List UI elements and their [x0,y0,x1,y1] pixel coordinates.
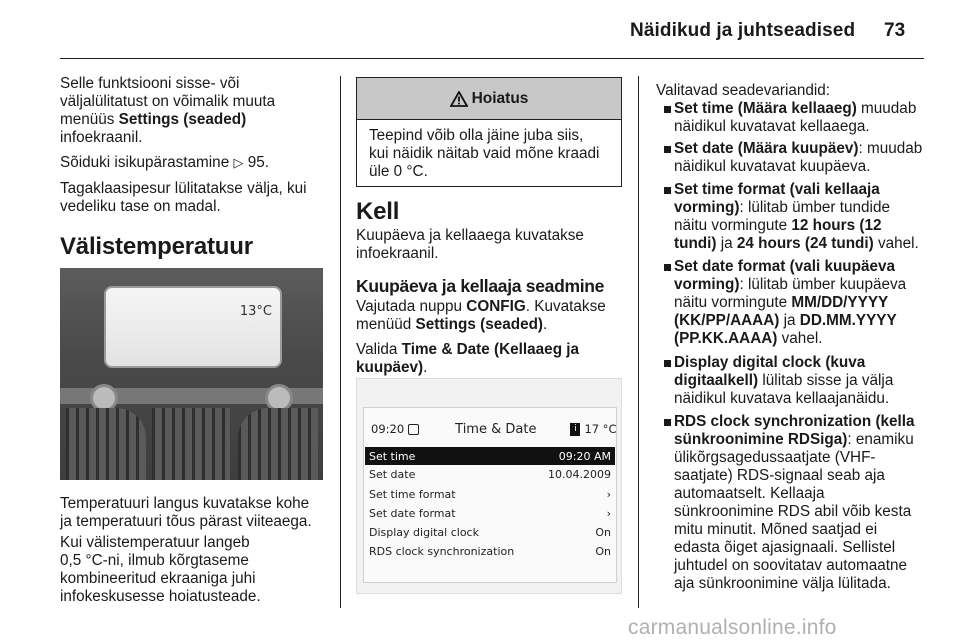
heading-clock: Kell [356,198,400,225]
screen-time: 09:20 [371,422,405,436]
paragraph-washer: Tagaklaasipesur lülitatakse välja, kui vedeliku tase on madal. [60,180,307,215]
paragraph-select-time-date: Valida Time & Date (Kellaaeg ja kuupäev). [356,341,580,376]
paragraph-config: Vajutada nuppu CONFIG. Kuvatakse menüüd Settings (seaded). [356,298,606,333]
warning-title: Hoiatus [471,89,529,107]
column-divider-right [638,76,639,608]
display-temperature: 13°C [239,304,272,319]
column-divider-left [340,76,341,608]
screen-temperature: 17 °C [584,422,617,436]
time-date-screen-figure [356,378,622,594]
chevron-right-icon: › [606,487,611,501]
left-air-vent [66,408,146,480]
paragraph-warning-threshold: Kui välistemperatuur langeb 0,5 °C-ni, ilmub kõrgtaseme kombineeritud ekraaniga juhi infokeskusesse hoiatusteade. [60,534,261,605]
warning-text: Teepind võib olla jäine juba siis, kui näidik näitab vaid mõne kraadi üle 0 °C. [369,127,600,180]
screen-title: Time & Date [455,421,537,437]
bullet-set-date-format: Set date format (vali kuupäeva vorming): lülitab ümber kuupäeva näitu vormingute MM/DD/YYYY (KK/PP/AAAA) ja DD.MM.YYYY (PP.KK.AAAA) vahel. [664,258,926,348]
options-intro: Valitavad seadevariandid: [656,82,831,99]
screen-status-bar [363,417,617,441]
menu-row-set-date[interactable]: Set date 10.04.2009 [369,467,611,481]
paragraph-clock-intro: Kuupäeva ja kellaaega kuvatakse infoekraanil. [356,227,584,262]
menu-row-rds-clock-sync[interactable]: RDS clock synchronization On [369,544,611,558]
bullet-set-time-format: Set time format (vali kellaaja vorming): lülitab ümber tundide näitu vormingute 12 hours (12 tundi) ja 24 hours (24 tundi) vahel. [664,181,926,253]
right-air-vent [238,408,318,480]
bullet-set-time: Set time (Määra kellaaeg) muudab näidikul kuvatavat kellaaega. [664,100,926,136]
menu-row-set-date-format[interactable]: Set date format › [369,506,611,520]
heading-outside-temperature: Välistemperatuur [60,233,253,260]
page-header-title: Näidikud ja juhtseadised [630,20,856,41]
page-number: 73 [884,20,906,41]
menu-row-set-time-format[interactable]: Set time format › [369,487,611,501]
bullet-display-digital-clock: Display digital clock (kuva digitaalkell) lülitab sisse ja välja näidikul kuvatava kellaajanäidu. [664,354,926,408]
subheading-set-date-time: Kuupäeva ja kellaaja seadmine [356,276,605,296]
paragraph-setting-toggle: Selle funktsiooni sisse- või väljalülitatust on võimalik muuta menüüs Settings (seaded) infoekraanil. [60,75,276,146]
paragraph-personalization-ref: Sõiduki isikupärastamine ▷ 95. [60,154,269,171]
bullet-set-date: Set date (Määra kuupäev): muudab näidikul kuvatavat kuupäeva. [664,140,926,176]
photo-caption: Temperatuuri langus kuvatakse kohe ja temperatuuri tõus pärast viiteaega. [60,495,312,530]
warning-box [356,77,622,187]
header-rule [60,58,924,59]
chevron-right-icon: › [606,506,611,520]
menu-row-set-time[interactable]: Set time 09:20 AM [365,447,615,465]
clock-sync-icon [408,424,419,435]
warning-header [357,78,621,120]
watermark: carmanualsonline.info [628,616,837,639]
menu-row-display-digital-clock[interactable]: Display digital clock On [369,525,611,539]
display-screen [104,286,282,368]
center-air-vent [152,408,230,480]
info-icon: i [570,423,580,436]
bullet-rds-clock-sync: RDS clock synchronization (kella sünkroonimine RDSiga): enamiku ülikõrgsagedussaatjate (VHF- saatjate) RDS-signaal seab aja automaatselt. Kellaaja sünkroonimine RDS abil võib kesta mitu minutit. Mõned saatjad ei edasta õiget ajasignaali. Sellistel juhtudel on soovitatav automaatne aja sünkroonimine välja lülitada. [664,413,926,593]
dashboard-display-photo [60,268,323,480]
warning-triangle-icon [450,91,468,107]
page-reference-arrow-icon: ▷ [233,155,244,170]
